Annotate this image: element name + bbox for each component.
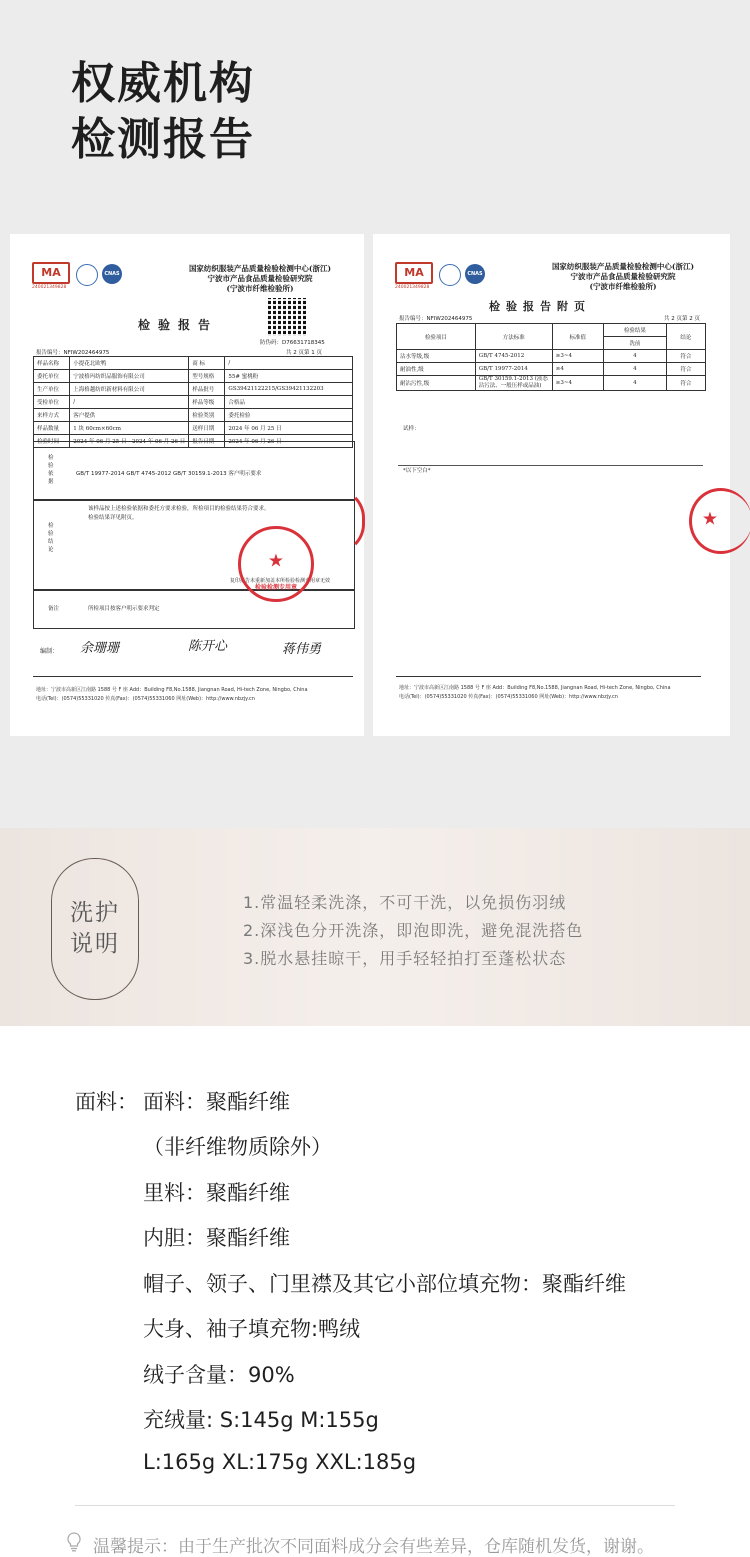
table-row (34, 422, 353, 435)
org-line-2: 宁波市产品食品质量检验研究院 (570, 272, 676, 281)
care-item-1: 1.常温轻柔洗涤，不可干洗，以免损伤羽绒 (243, 893, 567, 912)
fabric-line-3: 里料：聚酯纤维 (143, 1181, 290, 1205)
conclusion-label: 检验结论 (48, 523, 54, 553)
field-label: 检验类别 (189, 409, 225, 422)
table-cell: 符合 (666, 350, 705, 363)
table-row (34, 370, 353, 383)
table-cell: ≥3~4 (552, 350, 603, 363)
sample-label: 试样： (403, 426, 420, 432)
column-header: 方法标准 (475, 324, 552, 350)
anti-fake-code: 防伪码：D76631718345 (260, 340, 325, 346)
field-label: 样品等级 (189, 396, 225, 409)
fabric-line-5: 帽子、领子、门里襟及其它小部位填充物：聚酯纤维 (143, 1272, 626, 1296)
column-header: 标准值 (552, 324, 603, 350)
field-value: / (70, 396, 189, 409)
table-cell: GB/T 4745-2012 (475, 350, 552, 363)
footer-divider-2 (396, 676, 701, 677)
table-cell: 4 (603, 350, 666, 363)
signature-3: 蒋伟勇 (282, 642, 322, 657)
result-table (396, 323, 706, 391)
column-header: 检验项目 (397, 324, 476, 350)
fabric-line-2: （非纤维物质除外） (143, 1135, 332, 1159)
stamp-text: 检验检测专用章 (254, 583, 297, 591)
field-label: 样品数量 (34, 422, 70, 435)
table-row (34, 396, 353, 409)
ma-number: 240021349828 (32, 285, 67, 290)
table-cell: 耐油性,级 (397, 363, 476, 376)
report-title: 检验报告 (138, 318, 219, 332)
field-value: 合格品 (225, 396, 353, 409)
stamp-note: 复印报告未重新加盖本所检验检测专用章无效 (230, 578, 331, 584)
org-line-3: (宁波市纤维检验所) (589, 282, 657, 291)
field-value: 上海格越纺织新材料有限公司 (70, 383, 189, 396)
field-value: GS39421122215/GS39421132203 (225, 383, 353, 396)
basis-box (33, 441, 355, 501)
certification-logos (32, 262, 152, 292)
fabric-label: 面料： (75, 1090, 138, 1114)
basis-label: 检验依据 (48, 455, 54, 485)
table-cell: 符合 (666, 376, 705, 391)
care-title-line-1: 洗护 (70, 900, 120, 926)
fabric-line-7: 绒子含量：90% (143, 1363, 295, 1387)
end-note: *以下空白* (403, 468, 431, 474)
table-cell: 符合 (666, 363, 705, 376)
lightbulb-icon (66, 1532, 82, 1552)
title-line-1: 权威机构 (71, 58, 255, 109)
org-line-1: 国家纺织服装产品质量检验检测中心(浙江) (188, 264, 332, 273)
ma-logo-icon: MA (32, 262, 70, 284)
address-line: 地址：宁波市高新区江南路 1588 号 F 座 Add：Building F8,No.1588, Jiangnan Road, Hi-tech Zone, Ningbo, China (36, 687, 308, 693)
field-value: 宁波格玛纺织品服饰有限公司 (70, 370, 189, 383)
field-label: 型号规格 (189, 370, 225, 383)
org-name-2 (523, 262, 723, 292)
ilac-logo-icon (439, 264, 461, 286)
report-number: 报告编号：NFIW202464975 (36, 350, 110, 356)
red-stamp-icon-2 (689, 488, 750, 554)
org-line-1: 国家纺织服装产品质量检验检测中心(浙江) (551, 262, 695, 271)
remark-box (33, 589, 355, 629)
fabric-line-6: 大身、袖子填充物:鸭绒 (143, 1317, 361, 1341)
table-cell: GB/T 19977-2014 (475, 363, 552, 376)
fabric-line-1: 面料：聚酯纤维 (143, 1090, 290, 1114)
fabric-line-9: L:165g XL:175g XXL:185g (143, 1450, 417, 1474)
ma-logo-icon: MA (395, 262, 433, 284)
org-line-3: (宁波市纤维检验所) (226, 284, 294, 293)
table-cell: 耐沾污性,级 (397, 376, 476, 391)
org-name (160, 264, 360, 294)
inspection-report-page-1 (10, 234, 364, 736)
tip-divider (75, 1505, 675, 1506)
field-label: 送样日期 (189, 422, 225, 435)
field-label: 受检单位 (34, 396, 70, 409)
column-subheader: 洗前 (603, 337, 666, 350)
signature-2: 陈开心 (188, 639, 228, 654)
signature-1: 余珊珊 (80, 641, 120, 656)
fabric-line-4: 内胆：聚酯纤维 (143, 1226, 290, 1250)
warm-tip: 温馨提示：由于生产批次不同面料成分会有些差异，仓库随机发货，谢谢。 (93, 1537, 654, 1557)
remark-text: 所检项目按客户明示要求判定 (88, 606, 160, 612)
table-header (397, 324, 706, 337)
end-divider (398, 465, 703, 466)
stamp-star-icon: ★ (701, 508, 719, 530)
care-title (51, 898, 139, 960)
red-stamp-icon (238, 526, 314, 602)
field-value: 客户提供 (70, 409, 189, 422)
report-table (33, 356, 353, 448)
cnas-logo-icon: CNAS (102, 264, 122, 284)
table-cell: ≥3~4 (552, 376, 603, 391)
contact-line-2: 电话(Tel)：(0574)55331020 传真(Fax)：(0574)55331060 网址(Web)：http://www.nbzjy.cn (399, 694, 618, 700)
care-item-2: 2.深浅色分开洗涤，即泡即洗，避免混洗搭色 (243, 921, 584, 940)
column-header: 结论 (666, 324, 705, 350)
table-row (397, 376, 706, 391)
certification-logos-2 (395, 262, 515, 292)
ma-number: 240021349828 (395, 285, 430, 290)
table-row (34, 409, 353, 422)
table-cell: 4 (603, 376, 666, 391)
table-row (34, 383, 353, 396)
care-item-3: 3.脱水悬挂晾干，用手轻轻拍打至蓬松状态 (243, 949, 567, 968)
table-cell: 4 (603, 363, 666, 376)
page-number-2: 共 2 页第 2 页 (664, 316, 700, 322)
cnas-logo-icon: CNAS (465, 264, 485, 284)
field-label: 生产单位 (34, 383, 70, 396)
field-value: 委托检验 (225, 409, 353, 422)
page-number: 共 2 页第 1 页 (286, 350, 322, 356)
basis-text: GB/T 19977-2014 GB/T 4745-2012 GB/T 30159.1-2013 客户明示要求 (76, 471, 262, 477)
field-label: 样品名称 (34, 357, 70, 370)
inspection-report-page-2 (373, 234, 730, 736)
stamp-star-icon: ★ (267, 550, 285, 572)
org-line-2: 宁波市产品食品质量检验研究院 (207, 274, 313, 283)
footer-divider (33, 676, 353, 677)
field-value: 55# 蜜桃粉 (225, 370, 353, 383)
conclusion-text: 该样品按上述检验依据和委托方要求检验，所检项目的检验结果符合要求。 (88, 506, 270, 512)
field-value: 小提花北欧鸭 (70, 357, 189, 370)
column-header: 检验结果 (603, 324, 666, 337)
conclusion-text-2: 检验结果详见附页。 (88, 515, 138, 521)
field-value: 2024 年 06 月 25 日 (225, 422, 353, 435)
report-number-2: 报告编号：NFIW202464975 (399, 316, 473, 322)
field-label: 报告日期 (189, 435, 225, 448)
table-cell: ≥4 (552, 363, 603, 376)
appendix-title: 检验报告附页 (489, 300, 591, 313)
qr-code-icon (268, 298, 306, 336)
field-label: 检验时间 (34, 435, 70, 448)
fabric-line-8: 充绒量: S:145g M:155g (143, 1408, 379, 1432)
table-cell: 沾水等级,级 (397, 350, 476, 363)
field-label: 来样方式 (34, 409, 70, 422)
ilac-logo-icon (76, 264, 98, 286)
table-row (397, 350, 706, 363)
field-value: 1 块 60cm×60cm (70, 422, 189, 435)
contact-line: 电话(Tel)：(0574)55331020 传真(Fax)：(0574)55331060 网址(Web)：http://www.nbzjy.cn (36, 696, 255, 702)
table-cell: GB/T 30159.1-2013 (液态沾污法、一般压样或品油) (475, 376, 552, 391)
field-value: 2024 年 06 月 25 日—2024 年 06 月 26 日 (70, 435, 189, 448)
address-line-2: 地址：宁波市高新区江南路 1588 号 F 座 Add：Building F8,No.1588, Jiangnan Road, Hi-tech Zone, Ningbo, China (399, 685, 671, 691)
field-label: 商 标 (189, 357, 225, 370)
field-label: 委托单位 (34, 370, 70, 383)
field-value: 2024 年 06 月 26 日 (225, 435, 353, 448)
title-line-2: 检测报告 (71, 114, 255, 165)
table-row (397, 363, 706, 376)
care-title-line-2: 说明 (70, 931, 120, 957)
field-value: / (225, 357, 353, 370)
page-title (71, 56, 255, 168)
sign-label: 编制： (40, 648, 59, 655)
remark-label: 备注 (48, 606, 60, 612)
field-label: 样品批号 (189, 383, 225, 396)
table-row (34, 357, 353, 370)
